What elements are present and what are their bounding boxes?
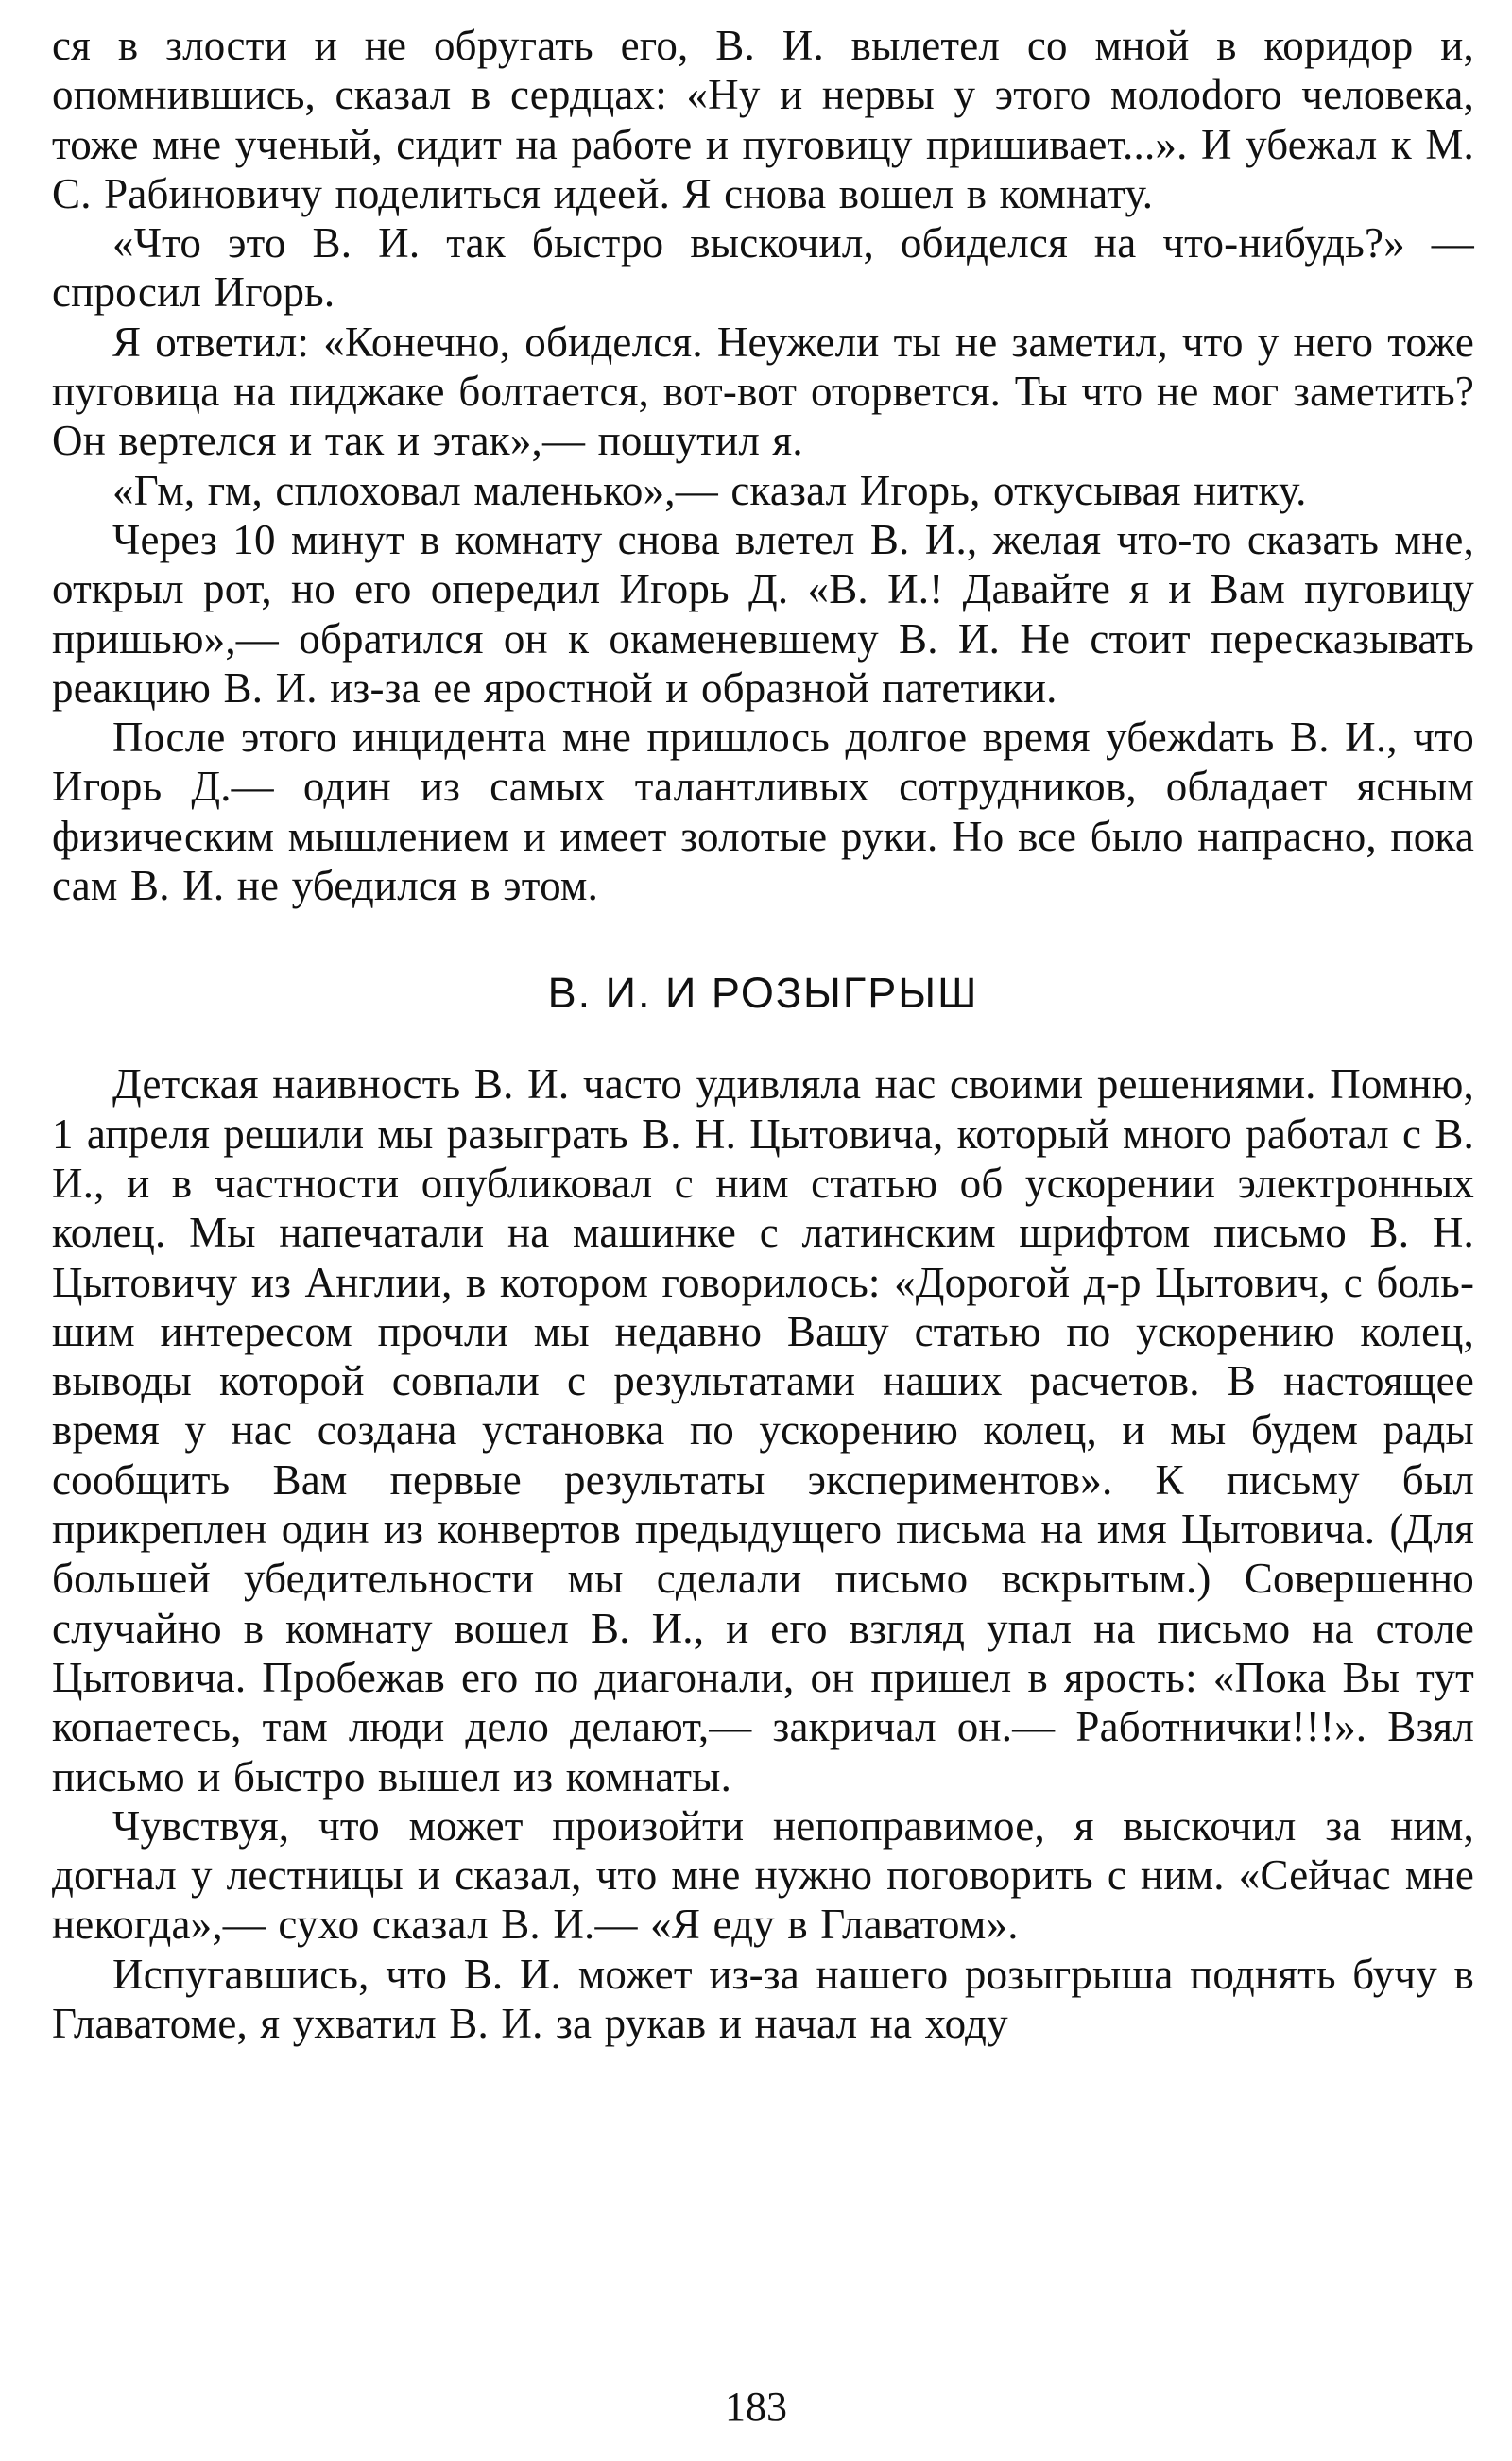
paragraph: Я ответил: «Конечно, обиделся. Неужели ты не заметил, что у него тоже пуговица на пиджаке болтается, вот-вот оторвется. Ты что не мог заметить? Он вертелся и так и этак»,— пошутил я. — [52, 318, 1474, 465]
paragraph: Чувствуя, что может произойти непоправимое, я выскочил за ним, догнал у лестницы и сказал, что мне нужно поговорить с ним. «Сейчас мне некогда»,— сухо сказал В. И.— «Я еду в Главатом». — [52, 1801, 1474, 1949]
page-number: 183 — [725, 2384, 787, 2430]
paragraph: «Что это В. И. так быстро выскочил, обиделся на что-нибудь?» — спросил Игорь. — [52, 219, 1474, 317]
paragraph: Через 10 минут в комнату снова влетел В. И., желая что-то сказать мне, открыл рот, но его опередил Игорь Д. «В. И.! Давайте я и Вам пуговицу пришью»,— обратился он к окаменевшему В. И. Не стоит пересказывать реакцию В. И. из-за ее яростной и образной патетики. — [52, 515, 1474, 712]
paragraph: «Гм, гм, сплоховал маленько»,— сказал Игорь, откусывая нитку. — [112, 466, 1307, 514]
paragraph: После этого инцидента мне пришлось долгое время убежdать В. И., что Игорь Д.— один из самых талантливых сотрудников, обладает ясным физическим мышлением и имеет золотые руки. Но все было напрасно, пока сам В. И. не убедился в этом. — [52, 714, 1474, 910]
paragraph-continuation: ся в злости и не обругать его, В. И. вылетел со мной в коридор и, опомнившись, сказал в сердцах: «Ну и нервы у этого молоdого человека, тоже мне ученый, сидит на работе и пуговицу пришивает...». И убежал к М. С. Рабиновичу поделиться идеей. Я снова вошел в комнату. — [52, 22, 1474, 217]
paragraph: Испугавшись, что В. И. может из-за нашего розыгрыша поднять бучу в Главатоме, я ухватил В. И. за рукав и начал на ходу — [52, 1950, 1474, 2047]
section-heading: В. И. И РОЗЫГРЫШ — [547, 969, 979, 1018]
book-page — [52, 21, 1474, 2048]
paragraph: Детская наивность В. И. часто удивляла нас своими решениями. Помню, 1 апреля решили мы разыграть В. Н. Цытовича, который много работал с В. И., и в частности опубликовал с ним статью об ускорении электронных колец. Мы напечатали на машинке с латинским шрифтом письмо В. Н. Цытовичу из Англии, в котором говорилось: «Дорогой д-р Цытович, с большим интересом прочли мы недавно Вашу статью по ускорению колец, выводы которой совпали с результатами наших расчетов. В настоящее время у нас создана установка по ускорению колец, и мы будем рады сообщить Вам первые результаты экспериментов». К письму был прикреплен один из конвертов предыдущего письма на имя Цытовича. (Для большей убедительности мы сделали письмо вскрытым.) Совершенно случайно в комнату вошел В. И., и его взгляд упал на письмо на столе Цытовича. Пробежав его по диагонали, он пришел в ярость: «Пока Вы тут копаетесь, там люди дело делают,— закричал он.— Работнички!!!». Взял письмо и быстро вышел из комнаты. — [52, 1060, 1474, 1800]
